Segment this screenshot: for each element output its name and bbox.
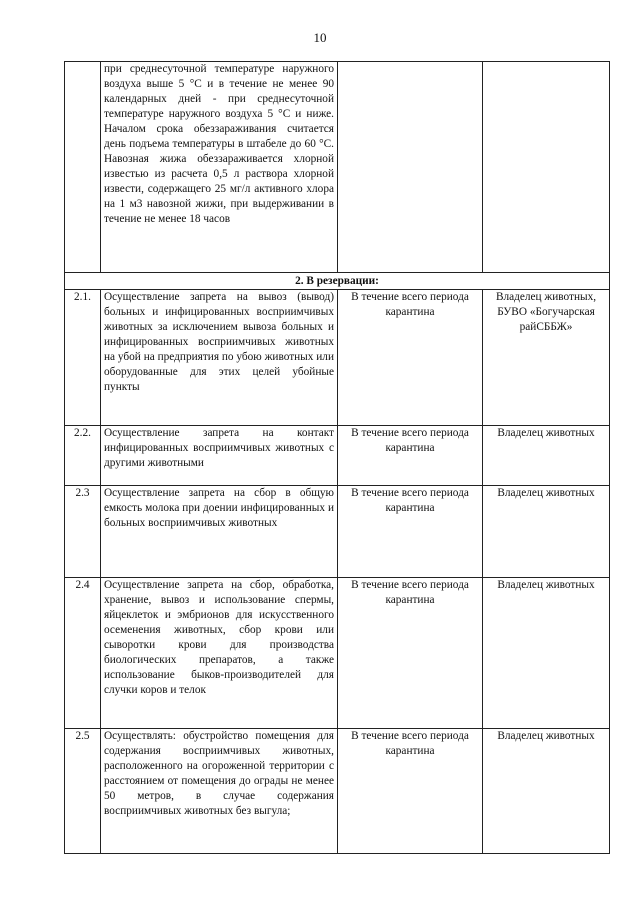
table-row — [65, 486, 610, 578]
row-number-cell: 2.5 — [65, 729, 101, 854]
executor-cell: Владелец животных — [483, 729, 610, 854]
table-row — [65, 729, 610, 854]
executor-cell — [483, 62, 610, 273]
row-number-cell: 2.3 — [65, 486, 101, 578]
executor-cell: Владелец животных — [483, 426, 610, 486]
measure-cell — [101, 62, 338, 273]
term-cell: В течение всего периода карантина — [338, 290, 483, 426]
executor-cell: Владелец животных, БУВО «Богучарская райСББЖ» — [483, 290, 610, 426]
table-row — [65, 426, 610, 486]
table-row-continuation — [65, 62, 610, 273]
measures-table — [64, 61, 610, 854]
section-header-row — [65, 273, 610, 290]
continuation-text: при среднесуточной температуре наружного воздуха выше 5 °С и в течение не менее 90 календарных дней - при среднесуточной температуре наружного воздуха 5 °С и ниже. Началом срока обеззараживания считается день подъема температуры в штабеле до 60 °С. Навозная жижа обеззараживается хлорной известью из расчета 0,5 л раствора хлорной извести, содержащего 25 мг/л активного хлора на 1 м3 навозной жижи, при выдерживании в течение не менее 18 часов — [104, 63, 334, 225]
executor-cell: Владелец животных — [483, 486, 610, 578]
term-cell: В течение всего периода карантина — [338, 729, 483, 854]
measure-cell: Осуществление запрета на сбор в общую емкость молока при доении инфицированных и больных восприимчивых животных — [101, 486, 338, 578]
executor-cell: Владелец животных — [483, 578, 610, 729]
term-cell: В течение всего периода карантина — [338, 426, 483, 486]
row-number-cell: 2.4 — [65, 578, 101, 729]
measure-cell: Осуществление запрета на вывоз (вывод) больных и инфицированных восприимчивых животных за исключением вывоза больных и инфицированных восприимчивых животных на убой на предприятия по убою животных или оборудованные для этих целей убойные пункты — [101, 290, 338, 426]
section-title: 2. В резервации: — [65, 273, 610, 290]
table-row — [65, 578, 610, 729]
table-row — [65, 290, 610, 426]
row-number-cell: 2.2. — [65, 426, 101, 486]
term-cell: В течение всего периода карантина — [338, 578, 483, 729]
measure-cell: Осуществление запрета на контакт инфицированных восприимчивых животных с другими животными — [101, 426, 338, 486]
measure-cell: Осуществление запрета на сбор, обработка, хранение, вывоз и использование спермы, яйцеклеток и эмбрионов для искусственного осеменения животных, сбор крови или сыворотки крови для производства биологических препаратов, а также использование быков-производителей для случки коров и телок — [101, 578, 338, 729]
term-cell — [338, 62, 483, 273]
row-number-cell: 2.1. — [65, 290, 101, 426]
measure-cell: Осуществлять: обустройство помещения для содержания восприимчивых животных, расположенного на огороженной территории с расстоянием от помещения до ограды не менее 50 метров, в случае содержания восприимчивых животных без выгула; — [101, 729, 338, 854]
term-cell: В течение всего периода карантина — [338, 486, 483, 578]
page-number: 10 — [313, 30, 327, 45]
row-number-cell — [65, 62, 101, 273]
